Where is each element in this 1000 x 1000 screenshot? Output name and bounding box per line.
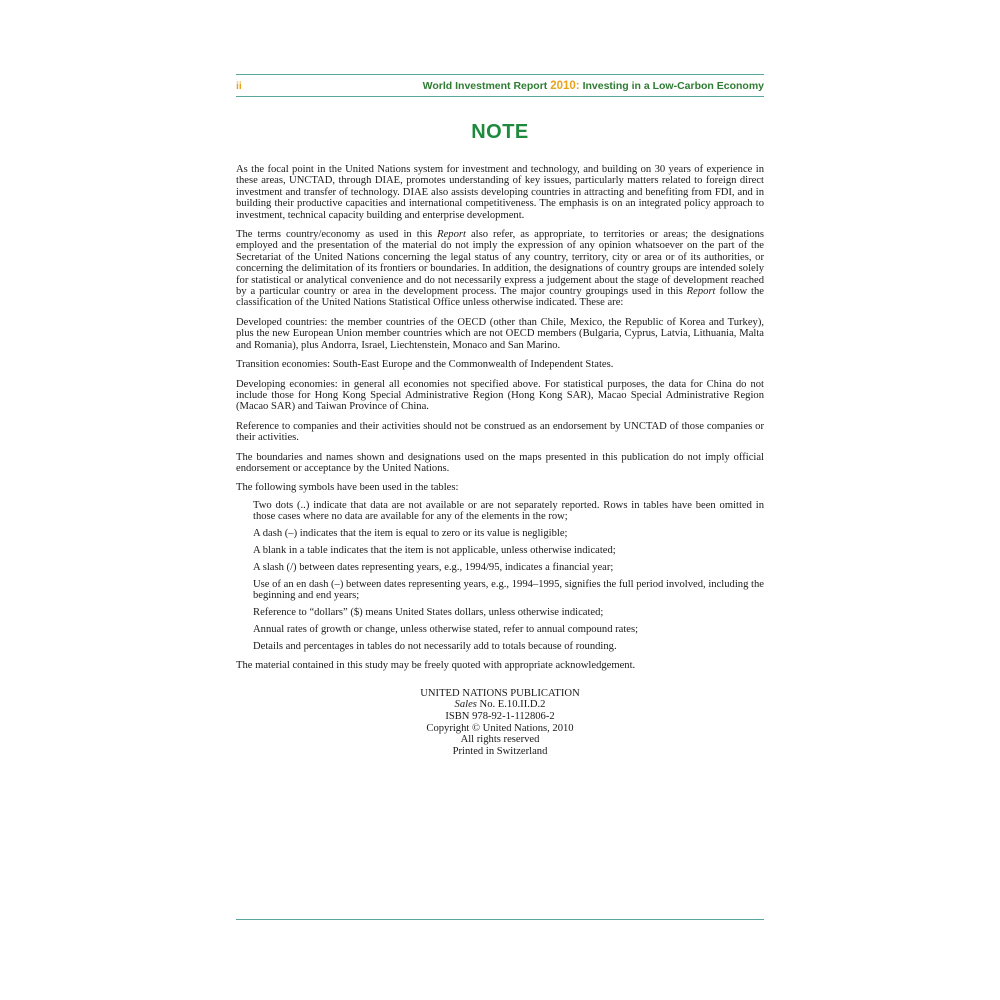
page-number: ii	[236, 80, 242, 92]
imprint-isbn: ISBN 978-92-1-112806-2	[445, 710, 555, 722]
paragraph-quoted: The material contained in this study may be freely quoted with appropriate acknowledgement.	[236, 660, 636, 672]
symbol-item: A slash (/) between dates representing years, e.g., 1994/95, indicates a financial year;	[253, 561, 614, 573]
report-name: World Investment Report	[422, 80, 548, 92]
footer-rule	[236, 919, 764, 920]
paragraph-terms-text-2: also refer, as appropriate, to territories or areas; the designations employed and the presentation of the material do not imply the expression of any opinion whatsoever on the part of the Secretariat of the United Nations concerning the legal status of any country, territory, city or area or of its authorities, or concerning the delimitation of its frontiers or boundaries. In addition, the designations of country groups are intended solely for statistical or analytical convenience and do not necessarily express a judgement about the stage of development reached by a particular country or area in the development process. The major country groupings used in this	[236, 229, 764, 298]
imprint-copyright: Copyright © United Nations, 2010	[426, 722, 574, 734]
paragraph-boundaries: The boundaries and names shown and designations used on the maps presented in this publication do not imply official endorsement or acceptance by the United Nations.	[236, 451, 764, 474]
note-body	[236, 164, 764, 672]
imprint-sales	[236, 699, 764, 711]
paragraph-terms-text-1: The terms country/economy as used in this	[236, 229, 438, 241]
paragraph-transition: Transition economies: South-East Europe and the Commonwealth of Independent States.	[236, 359, 614, 371]
paragraph-companies: Reference to companies and their activities should not be construed as an endorsement by UNCTAD of those companies or their activities.	[236, 420, 764, 444]
symbols-list	[253, 500, 764, 653]
symbol-item: Reference to “dollars” ($) means United States dollars, unless otherwise indicated;	[253, 607, 604, 619]
paragraph-terms-text-3: follow the classification of the United Nations Statistical Office unless otherwise indicated. These are:	[236, 286, 764, 309]
report-italic-1: Report	[437, 229, 466, 241]
running-header	[236, 79, 764, 93]
page-title: NOTE	[471, 121, 529, 143]
symbol-item: A blank in a table indicates that the item is not applicable, unless otherwise indicated;	[253, 544, 616, 556]
paragraph-developed: Developed countries: the member countries of the OECD (other than Chile, Mexico, the Republic of Korea and Turkey), plus the new European Union member countries which are not OECD members (Bulgaria, Cyprus, Latvia, Lithuania, Malta and Romania), plus Andorra, Israel, Liechtenstein, Monaco and San Marino.	[236, 316, 764, 351]
symbol-item: Details and percentages in tables do not necessarily add to totals because of rounding.	[253, 640, 617, 652]
header-bottom-rule	[236, 96, 764, 97]
imprint-rights: All rights reserved	[460, 734, 540, 746]
symbol-item: Two dots (..) indicate that data are not available or are not separately reported. Rows in tables have been omitted in those cases where no data are available for any of the elements in the row;	[253, 499, 764, 523]
imprint-publication: UNITED NATIONS PUBLICATION	[420, 687, 580, 699]
imprint-sales-label: Sales	[454, 699, 477, 711]
report-italic-2: Report	[686, 286, 716, 298]
paragraph-terms	[236, 229, 764, 309]
paragraph-symbols-intro: The following symbols have been used in the tables:	[236, 482, 459, 494]
symbol-item: Annual rates of growth or change, unless otherwise stated, refer to annual compound rates;	[253, 624, 639, 635]
report-title	[423, 80, 764, 92]
imprint-printed: Printed in Switzerland	[452, 745, 548, 757]
paragraph-developing: Developing economies: in general all economies not specified above. For statistical purposes, the data for China do not include those for Hong Kong Special Administrative Region (Hong Kong SAR), Macao Special Administrative Region (Macao SAR) and Taiwan Province of China.	[236, 378, 764, 413]
publication-imprint	[236, 688, 764, 758]
header-top-rule	[236, 74, 764, 75]
paragraph-focal-point: As the focal point in the United Nations system for investment and technology, and building on 30 years of experience in these areas, UNCTAD, through DIAE, promotes understanding of key issues, particularly matters related to foreign direct investment and transfer of technology. DIAE also assists developing countries in attracting and benefiting from FDI, and in building their productive capacities and international competitiveness. The emphasis is on an integrated policy approach to investment, technical capacity building and enterprise development.	[236, 164, 764, 221]
symbol-item: Use of an en dash (–) between dates representing years, e.g., 1994–1995, signifies the full period involved, including the beginning and end years;	[253, 578, 764, 602]
report-subtitle: Investing in a Low-Carbon Economy	[582, 80, 764, 92]
imprint-sales-number: No. E.10.II.D.2	[476, 699, 546, 711]
report-year: 2010:	[550, 80, 580, 92]
symbol-item: A dash (–) indicates that the item is equal to zero or its value is negligible;	[253, 528, 568, 540]
document-page	[236, 74, 764, 757]
